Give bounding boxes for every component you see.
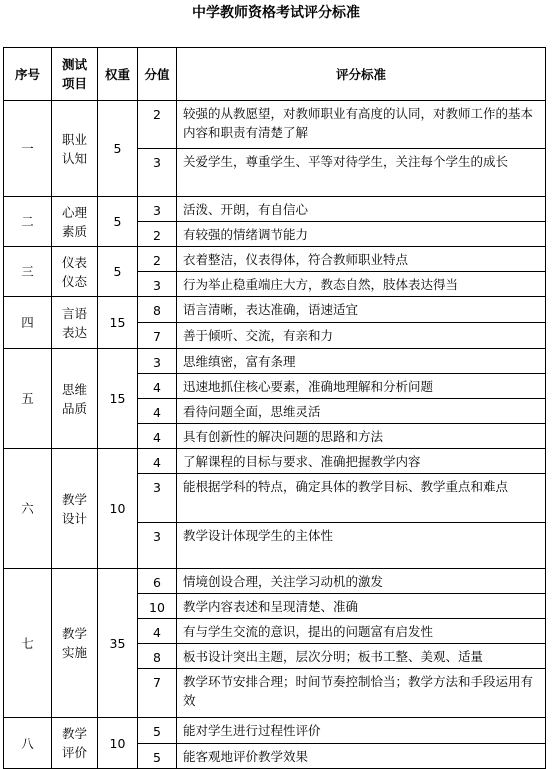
cell-criteria: 关爱学生，尊重学生、平等对待学生，关注每个学生的成长 — [177, 149, 546, 197]
cell-no: 一 — [4, 101, 52, 197]
cell-no: 二 — [4, 197, 52, 247]
cell-weight: 10 — [98, 449, 138, 569]
cell-score: 8 — [138, 297, 177, 323]
cell-no: 三 — [4, 247, 52, 297]
cell-score: 4 — [138, 619, 177, 644]
cell-criteria: 板书设计突出主题，层次分明；板书工整、美观、适量 — [177, 644, 546, 669]
cell-item: 心理 素质 — [52, 197, 98, 247]
cell-score: 4 — [138, 424, 177, 449]
cell-criteria: 有较强的情绪调节能力 — [177, 222, 546, 247]
cell-score: 5 — [138, 718, 177, 744]
cell-criteria: 思维缜密，富有条理 — [177, 349, 546, 374]
cell-score: 3 — [138, 349, 177, 374]
table-row — [4, 718, 546, 744]
table-row — [4, 247, 546, 272]
cell-criteria: 较强的从教愿望，对教师职业有高度的认同，对教师工作的基本内容和职责有清楚了解 — [177, 101, 546, 149]
cell-criteria: 善于倾听、交流，有亲和力 — [177, 323, 546, 349]
cell-score: 4 — [138, 374, 177, 399]
cell-criteria: 了解课程的目标与要求、准确把握教学内容 — [177, 449, 546, 474]
cell-score: 3 — [138, 272, 177, 297]
cell-score: 7 — [138, 323, 177, 349]
cell-criteria: 能对学生进行过程性评价 — [177, 718, 546, 744]
cell-criteria: 情境创设合理，关注学习动机的激发 — [177, 569, 546, 594]
cell-no: 五 — [4, 349, 52, 449]
table-row — [4, 197, 546, 222]
cell-score: 2 — [138, 101, 177, 149]
cell-score: 2 — [138, 222, 177, 247]
cell-no: 六 — [4, 449, 52, 569]
cell-score: 3 — [138, 149, 177, 197]
cell-score: 4 — [138, 399, 177, 424]
cell-weight: 15 — [98, 297, 138, 349]
document-title: 中学教师资格考试评分标准 — [192, 5, 360, 21]
cell-item: 思维 品质 — [52, 349, 98, 449]
cell-criteria: 有与学生交流的意识，提出的问题富有启发性 — [177, 619, 546, 644]
cell-criteria: 迅速地抓住核心要素，准确地理解和分析问题 — [177, 374, 546, 399]
cell-criteria: 行为举止稳重端庄大方，教态自然，肢体表达得当 — [177, 272, 546, 297]
header-no: 序号 — [4, 48, 52, 101]
table-row — [4, 297, 546, 323]
table-row — [4, 569, 546, 594]
cell-item: 言语 表达 — [52, 297, 98, 349]
cell-criteria: 教学环节安排合理；时间节奏控制恰当；教学方法和手段运用有效 — [177, 669, 546, 718]
cell-score: 2 — [138, 247, 177, 272]
cell-criteria: 教学设计体现学生的主体性 — [177, 523, 546, 569]
cell-score: 10 — [138, 594, 177, 619]
header-item: 测试 项目 — [52, 48, 98, 101]
header-score: 分值 — [138, 48, 177, 101]
cell-score: 5 — [138, 744, 177, 769]
cell-item: 教学 实施 — [52, 569, 98, 718]
scoring-table — [3, 47, 546, 769]
cell-score: 7 — [138, 669, 177, 718]
cell-score: 3 — [138, 523, 177, 569]
table-header-row — [4, 48, 546, 101]
cell-score: 6 — [138, 569, 177, 594]
cell-item: 仪表 仪态 — [52, 247, 98, 297]
table-row — [4, 101, 546, 149]
cell-criteria: 看待问题全面，思维灵活 — [177, 399, 546, 424]
cell-score: 3 — [138, 197, 177, 222]
cell-weight: 35 — [98, 569, 138, 718]
header-criteria: 评分标准 — [177, 48, 546, 101]
cell-item: 职业 认知 — [52, 101, 98, 197]
cell-item: 教学 评价 — [52, 718, 98, 769]
cell-criteria: 语言清晰，表达准确，语速适宜 — [177, 297, 546, 323]
cell-score: 3 — [138, 474, 177, 523]
cell-criteria: 能根据学科的特点，确定具体的教学目标、教学重点和难点 — [177, 474, 546, 523]
cell-weight: 10 — [98, 718, 138, 769]
cell-criteria: 活泼、开朗，有自信心 — [177, 197, 546, 222]
table-row — [4, 449, 546, 474]
cell-score: 8 — [138, 644, 177, 669]
table-row — [4, 349, 546, 374]
cell-no: 四 — [4, 297, 52, 349]
cell-criteria: 能客观地评价教学效果 — [177, 744, 546, 769]
cell-no: 七 — [4, 569, 52, 718]
cell-item: 教学 设计 — [52, 449, 98, 569]
table-body — [4, 101, 546, 769]
cell-criteria: 教学内容表述和呈现清楚、准确 — [177, 594, 546, 619]
header-weight: 权重 — [98, 48, 138, 101]
cell-criteria: 具有创新性的解决问题的思路和方法 — [177, 424, 546, 449]
cell-weight: 15 — [98, 349, 138, 449]
cell-weight: 5 — [98, 197, 138, 247]
cell-no: 八 — [4, 718, 52, 769]
cell-weight: 5 — [98, 247, 138, 297]
cell-criteria: 衣着整洁，仪表得体，符合教师职业特点 — [177, 247, 546, 272]
cell-score: 4 — [138, 449, 177, 474]
cell-weight: 5 — [98, 101, 138, 197]
